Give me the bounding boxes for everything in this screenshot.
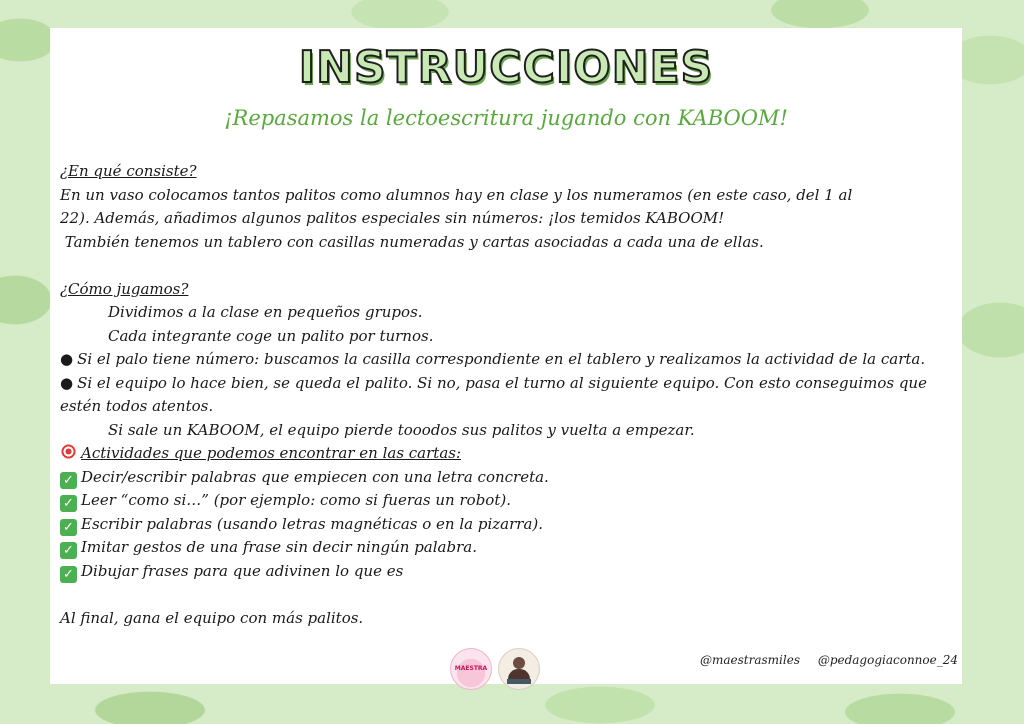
bullet-icon: ● <box>60 350 74 368</box>
maestra-logo: MAESTRA <box>450 648 492 690</box>
checkmark-icon: ✓ <box>60 566 77 583</box>
activity-item <box>60 536 952 560</box>
activities-heading <box>60 442 952 466</box>
checkmark-icon: ✓ <box>60 495 77 512</box>
bullet-item <box>60 348 952 372</box>
step-line: Dividimos a la clase en pequeños grupos. <box>108 303 423 321</box>
step-line: Cada integrante coge un palito por turnos. <box>108 326 434 345</box>
handle-maestrasmiles: @maestrasmiles <box>700 653 800 667</box>
avatar-head <box>513 657 525 669</box>
laptop-icon <box>507 679 531 684</box>
activity-item <box>60 560 952 584</box>
activity-text: Imitar gestos de una frase sin decir ningún palabra. <box>81 538 477 556</box>
section-heading-jugamos: ¿Cómo jugamos? <box>60 279 189 298</box>
page-title: INSTRUCCIONES <box>298 42 714 93</box>
checkmark-icon: ✓ <box>60 542 77 559</box>
bullet-item <box>60 372 952 419</box>
paragraph-line: También tenemos un tablero con casillas numeradas y cartas asociadas a cada una de ellas. <box>60 232 764 251</box>
section-heading-consiste: ¿En qué consiste? <box>60 162 197 180</box>
handle-pedagogiaconnoe: @pedagogiaconnoe_24 <box>817 653 959 667</box>
bullet-icon: ● <box>60 373 74 392</box>
activity-text: Leer “como si…” (por ejemplo: como si fueras un robot). <box>81 491 511 509</box>
checkmark-icon: ✓ <box>60 519 77 536</box>
instruction-sheet <box>50 28 962 684</box>
bullet-text: Si el equipo lo hace bien, se queda el palito. Si no, pasa el turno al siguiente equipo. Con esto conseguimos que estén todos atentos. <box>60 373 927 415</box>
teacher-avatar-logo <box>498 648 540 690</box>
paragraph-line: 22). Además, añadimos algunos palitos especiales sin números: ¡los temidos KABOOM! <box>60 209 725 227</box>
checkmark-icon: ✓ <box>60 472 77 489</box>
activity-item <box>60 513 952 537</box>
content-body <box>60 160 952 630</box>
activity-text: Decir/escribir palabras que empiecen con una letra concreta. <box>81 467 549 486</box>
activity-item <box>60 489 952 513</box>
activity-text: Escribir palabras (usando letras magnéticas o en la pizarra). <box>81 514 544 533</box>
spacer <box>60 254 952 278</box>
social-handles <box>700 653 972 667</box>
step-line: Si sale un KABOOM, el equipo pierde tooodos sus palitos y vuelta a empezar. <box>108 420 695 439</box>
closing-line: Al final, gana el equipo con más palitos. <box>60 608 364 627</box>
activity-text: Dibujar frases para que adivinen lo que es <box>81 561 404 580</box>
target-icon <box>60 443 77 460</box>
activity-item <box>60 466 952 490</box>
activities-heading-text: Actividades que podemos encontrar en las cartas: <box>81 444 462 462</box>
page-subtitle: ¡Repasamos la lectoescritura jugando con KABOOM! <box>224 106 788 130</box>
spacer <box>60 583 952 607</box>
paragraph-line: En un vaso colocamos tantos palitos como alumnos hay en clase y los numeramos (en este caso, del 1 al <box>60 185 853 204</box>
bullet-text: Si el palo tiene número: buscamos la casilla correspondiente en el tablero y realizamos la actividad de la carta. <box>77 350 926 368</box>
